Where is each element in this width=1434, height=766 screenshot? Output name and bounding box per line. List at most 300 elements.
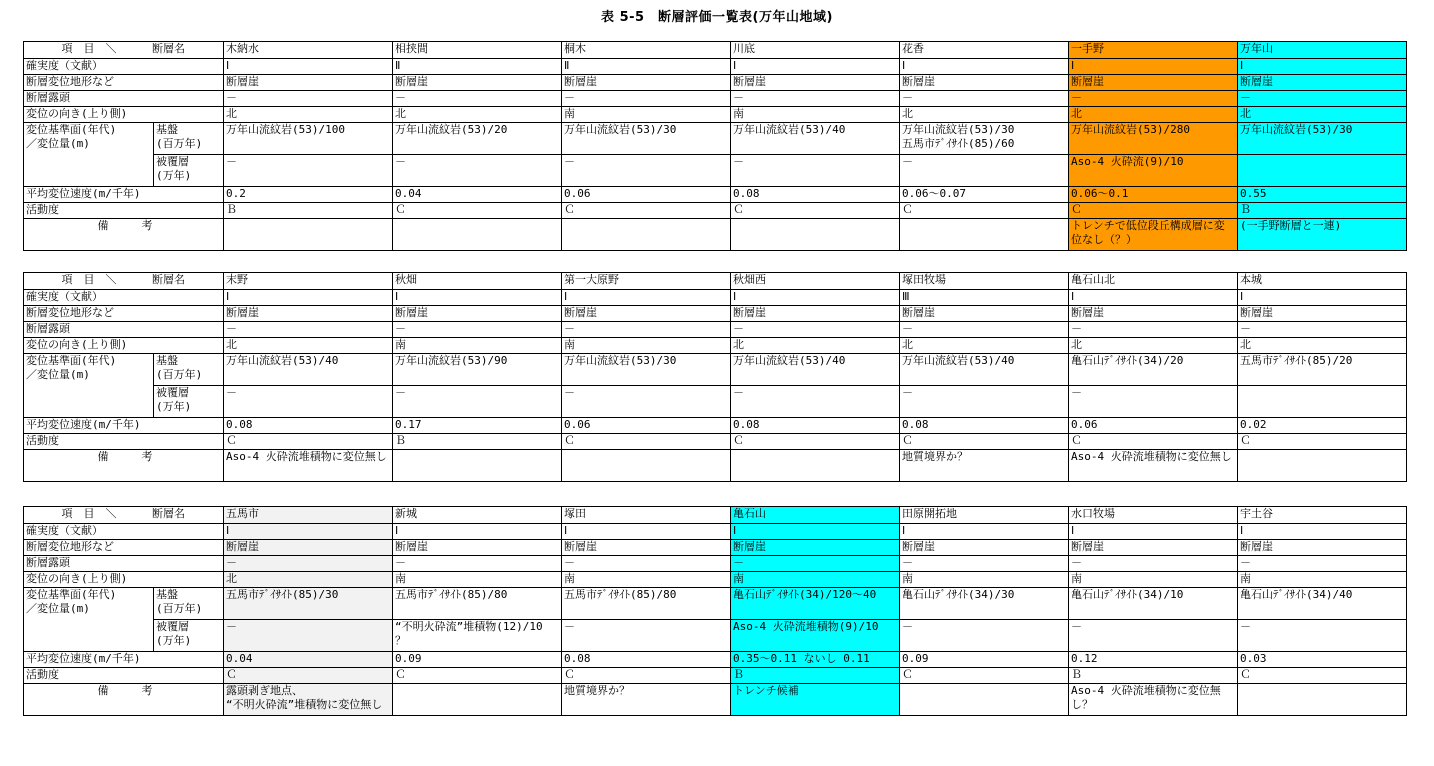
- direction-cell: 北: [224, 338, 393, 354]
- header-item-label: 項 目 ＼: [61, 273, 117, 286]
- fault-name-cell: 本城: [1238, 273, 1407, 290]
- outcrop-row: [24, 322, 1407, 338]
- fault-name-cell: 花香: [900, 42, 1069, 59]
- activity-cell: Ｃ: [1069, 434, 1238, 450]
- outcrop-cell: －: [900, 556, 1069, 572]
- certainty-cell: Ⅰ: [731, 290, 900, 306]
- basement-cell: 亀石山ﾃﾞｲｻｲﾄ(34)/40: [1238, 588, 1407, 620]
- activity-label: 活動度: [24, 434, 224, 450]
- cover-cell: －: [731, 386, 900, 418]
- cover-cell: [1238, 155, 1407, 187]
- fault-name-cell: 秋畑: [393, 273, 562, 290]
- basement-cell: 五馬市ﾃﾞｲｻｲﾄ(85)/80: [562, 588, 731, 620]
- rate-cell: 0.04: [224, 652, 393, 668]
- basement-cell: 五馬市ﾃﾞｲｻｲﾄ(85)/80: [393, 588, 562, 620]
- landform-row: [24, 540, 1407, 556]
- certainty-cell: Ⅰ: [224, 59, 393, 75]
- activity-label: 活動度: [24, 203, 224, 219]
- rate-label: 平均変位速度(m/千年): [24, 187, 224, 203]
- remarks-cell: 露頭剥ぎ地点、 “不明火砕流”堆積物に変位無し: [224, 684, 393, 716]
- landform-cell: 断層崖: [393, 540, 562, 556]
- landform-cell: 断層崖: [1238, 540, 1407, 556]
- basement-label-line1: 基盤: [156, 588, 178, 601]
- remarks-cell: [900, 684, 1069, 716]
- cover-cell: Aso-4 火砕流(9)/10: [1069, 155, 1238, 187]
- rate-label: 平均変位速度(m/千年): [24, 652, 224, 668]
- remarks-cell: [731, 219, 900, 251]
- rate-cell: 0.12: [1069, 652, 1238, 668]
- basement-label-line1: 基盤: [156, 123, 178, 136]
- outcrop-cell: －: [900, 322, 1069, 338]
- certainty-cell: Ⅱ: [562, 59, 731, 75]
- fault-name-cell: 秋畑西: [731, 273, 900, 290]
- outcrop-cell: －: [224, 91, 393, 107]
- outcrop-row: [24, 556, 1407, 572]
- rate-cell: 0.35～0.11 ないし 0.11: [731, 652, 900, 668]
- activity-cell: Ｂ: [1238, 203, 1407, 219]
- outcrop-label: 断層露頭: [24, 322, 224, 338]
- header-label-cell: [24, 273, 224, 290]
- remarks-row: [24, 684, 1407, 716]
- rate-row: [24, 187, 1407, 203]
- basement-row: [24, 354, 1407, 386]
- fault-name-cell: 万年山: [1238, 42, 1407, 59]
- remarks-row: [24, 450, 1407, 482]
- remarks-cell: [562, 219, 731, 251]
- direction-label: 変位の向き(上り側): [24, 572, 224, 588]
- cover-cell: －: [393, 155, 562, 187]
- fault-name-cell: 末野: [224, 273, 393, 290]
- cover-cell: －: [900, 386, 1069, 418]
- reference-label-line1: 変位基準面(年代): [26, 123, 117, 136]
- certainty-label: 確実度（文献）: [24, 59, 224, 75]
- header-fault-label: 断層名: [152, 273, 185, 286]
- basement-cell: 万年山流紋岩(53)/40: [731, 354, 900, 386]
- direction-cell: 北: [1069, 107, 1238, 123]
- landform-cell: 断層崖: [224, 540, 393, 556]
- reference-label: [24, 123, 154, 187]
- landform-label: 断層変位地形など: [24, 540, 224, 556]
- fault-name-cell: 一手野: [1069, 42, 1238, 59]
- remarks-cell: [393, 684, 562, 716]
- outcrop-cell: －: [900, 91, 1069, 107]
- outcrop-cell: －: [731, 91, 900, 107]
- fault-name-cell: 新城: [393, 507, 562, 524]
- basement-label-line1: 基盤: [156, 354, 178, 367]
- landform-cell: 断層崖: [900, 75, 1069, 91]
- rate-cell: 0.06～0.07: [900, 187, 1069, 203]
- activity-cell: Ｂ: [393, 434, 562, 450]
- direction-cell: 南: [900, 572, 1069, 588]
- certainty-row: [24, 524, 1407, 540]
- rate-cell: 0.06: [562, 187, 731, 203]
- reference-label-line2: ／変位量(m): [26, 368, 90, 381]
- fault-name-cell: 宇土谷: [1238, 507, 1407, 524]
- outcrop-cell: －: [393, 322, 562, 338]
- basement-cell: 万年山流紋岩(53)/20: [393, 123, 562, 155]
- outcrop-cell: －: [1069, 322, 1238, 338]
- basement-cell: 万年山流紋岩(53)/40: [731, 123, 900, 155]
- rate-cell: 0.06～0.1: [1069, 187, 1238, 203]
- cover-cell: －: [900, 620, 1069, 652]
- direction-cell: 南: [393, 338, 562, 354]
- rate-cell: 0.02: [1238, 418, 1407, 434]
- header-row: [24, 273, 1407, 290]
- cover-cell: Aso-4 火砕流堆積物(9)/10: [731, 620, 900, 652]
- basement-cell: 万年山流紋岩(53)/30: [1238, 123, 1407, 155]
- remarks-label-cell: [24, 684, 224, 716]
- certainty-cell: Ⅰ: [1238, 290, 1407, 306]
- reference-label: [24, 354, 154, 418]
- direction-cell: 南: [562, 107, 731, 123]
- certainty-label: 確実度（文献）: [24, 290, 224, 306]
- header-fault-label: 断層名: [152, 507, 185, 520]
- landform-cell: 断層崖: [562, 540, 731, 556]
- remarks-cell: (一手野断層と一連): [1238, 219, 1407, 251]
- cover-row: [24, 155, 1407, 187]
- direction-cell: 南: [731, 107, 900, 123]
- fault-name-cell: 第一大原野: [562, 273, 731, 290]
- remarks-cell: [393, 219, 562, 251]
- remarks-row: [24, 219, 1407, 251]
- cover-cell: “不明火砕流”堆積物(12)/10 ？: [393, 620, 562, 652]
- basement-cell: 万年山流紋岩(53)/30: [562, 354, 731, 386]
- cover-cell: [1238, 386, 1407, 418]
- rate-cell: 0.04: [393, 187, 562, 203]
- reference-label-line2: ／変位量(m): [26, 602, 90, 615]
- remarks-cell: トレンチ候補: [731, 684, 900, 716]
- direction-cell: 北: [224, 572, 393, 588]
- landform-cell: 断層崖: [224, 306, 393, 322]
- remarks-cell: Aso-4 火砕流堆積物に変位無し: [1069, 450, 1238, 482]
- direction-cell: 北: [900, 107, 1069, 123]
- activity-cell: Ｃ: [900, 203, 1069, 219]
- header-row: [24, 507, 1407, 524]
- cover-cell: －: [1238, 620, 1407, 652]
- landform-cell: 断層崖: [900, 306, 1069, 322]
- header-fault-label: 断層名: [152, 42, 185, 55]
- rate-cell: 0.08: [224, 418, 393, 434]
- cover-cell: －: [1069, 386, 1238, 418]
- direction-row: [24, 338, 1407, 354]
- certainty-cell: Ⅰ: [731, 59, 900, 75]
- landform-cell: 断層崖: [1069, 75, 1238, 91]
- rate-row: [24, 418, 1407, 434]
- certainty-cell: Ⅱ: [393, 59, 562, 75]
- basement-row: [24, 123, 1407, 155]
- cover-label: [154, 155, 224, 187]
- activity-cell: Ｃ: [562, 203, 731, 219]
- basement-cell: 万年山流紋岩(53)/90: [393, 354, 562, 386]
- activity-cell: Ｃ: [900, 434, 1069, 450]
- rate-cell: 0.08: [731, 187, 900, 203]
- direction-label: 変位の向き(上り側): [24, 107, 224, 123]
- reference-label-line1: 変位基準面(年代): [26, 354, 117, 367]
- direction-cell: 北: [1238, 107, 1407, 123]
- certainty-cell: Ⅰ: [393, 524, 562, 540]
- certainty-cell: Ⅰ: [562, 524, 731, 540]
- rate-cell: 0.06: [1069, 418, 1238, 434]
- cover-label: [154, 386, 224, 418]
- rate-row: [24, 652, 1407, 668]
- rate-cell: 0.2: [224, 187, 393, 203]
- outcrop-cell: －: [393, 556, 562, 572]
- direction-cell: 北: [224, 107, 393, 123]
- rate-cell: 0.08: [562, 652, 731, 668]
- landform-cell: 断層崖: [562, 75, 731, 91]
- direction-cell: 南: [1238, 572, 1407, 588]
- fault-evaluation-table-2: [23, 272, 1407, 482]
- cover-label-line1: 被覆層: [156, 386, 189, 399]
- fault-name-cell: 相挟間: [393, 42, 562, 59]
- certainty-cell: Ⅰ: [731, 524, 900, 540]
- landform-cell: 断層崖: [393, 75, 562, 91]
- remarks-cell: [900, 219, 1069, 251]
- outcrop-cell: －: [1238, 556, 1407, 572]
- certainty-cell: Ⅰ: [224, 290, 393, 306]
- direction-cell: 北: [731, 338, 900, 354]
- reference-label-line2: ／変位量(m): [26, 137, 90, 150]
- cover-cell: －: [562, 620, 731, 652]
- activity-row: [24, 203, 1407, 219]
- document-title: 表 5-5 断層評価一覧表(万年山地域): [601, 10, 833, 25]
- outcrop-cell: －: [1238, 322, 1407, 338]
- outcrop-cell: －: [1069, 556, 1238, 572]
- rate-cell: 0.08: [900, 418, 1069, 434]
- outcrop-cell: －: [224, 322, 393, 338]
- cover-label-line2: (万年): [156, 634, 192, 647]
- rate-cell: 0.17: [393, 418, 562, 434]
- landform-cell: 断層崖: [1238, 306, 1407, 322]
- outcrop-cell: －: [224, 556, 393, 572]
- cover-row: [24, 620, 1407, 652]
- basement-row: [24, 588, 1407, 620]
- certainty-cell: Ⅰ: [393, 290, 562, 306]
- outcrop-cell: －: [1238, 91, 1407, 107]
- certainty-cell: Ⅰ: [900, 524, 1069, 540]
- fault-evaluation-table-1: [23, 41, 1407, 251]
- header-label-cell: [24, 507, 224, 524]
- activity-cell: Ｃ: [393, 668, 562, 684]
- outcrop-label: 断層露頭: [24, 556, 224, 572]
- outcrop-row: [24, 91, 1407, 107]
- basement-cell: 五馬市ﾃﾞｲｻｲﾄ(85)/30: [224, 588, 393, 620]
- cover-cell: －: [393, 386, 562, 418]
- activity-cell: Ｃ: [1069, 203, 1238, 219]
- activity-cell: Ｃ: [1238, 668, 1407, 684]
- fault-name-cell: 木納水: [224, 42, 393, 59]
- cover-row: [24, 386, 1407, 418]
- header-item-label: 項 目 ＼: [61, 507, 117, 520]
- fault-name-cell: 塚田牧場: [900, 273, 1069, 290]
- remarks-cell: [224, 219, 393, 251]
- direction-row: [24, 572, 1407, 588]
- outcrop-cell: －: [562, 322, 731, 338]
- cover-label-line1: 被覆層: [156, 620, 189, 633]
- cover-cell: －: [224, 386, 393, 418]
- landform-row: [24, 75, 1407, 91]
- certainty-cell: Ⅰ: [1238, 524, 1407, 540]
- remarks-cell: [562, 450, 731, 482]
- certainty-row: [24, 59, 1407, 75]
- certainty-row: [24, 290, 1407, 306]
- remarks-cell: トレンチで低位段丘構成層に変位なし（？）: [1069, 219, 1238, 251]
- certainty-cell: Ⅰ: [900, 59, 1069, 75]
- direction-cell: 南: [731, 572, 900, 588]
- landform-cell: 断層崖: [731, 540, 900, 556]
- remarks-cell: [1238, 450, 1407, 482]
- basement-label-line2: (百万年): [156, 368, 203, 381]
- remarks-cell: [393, 450, 562, 482]
- remarks-label: 備 考: [97, 450, 153, 463]
- direction-cell: 北: [1238, 338, 1407, 354]
- basement-label: [154, 588, 224, 620]
- certainty-cell: Ⅰ: [224, 524, 393, 540]
- certainty-cell: Ⅰ: [1069, 59, 1238, 75]
- direction-cell: 北: [1069, 338, 1238, 354]
- cover-cell: －: [224, 620, 393, 652]
- outcrop-cell: －: [393, 91, 562, 107]
- remarks-label-cell: [24, 450, 224, 482]
- fault-name-cell: 亀石山: [731, 507, 900, 524]
- landform-cell: 断層崖: [393, 306, 562, 322]
- fault-evaluation-table-3: [23, 506, 1407, 716]
- cover-cell: －: [1069, 620, 1238, 652]
- cover-cell: －: [224, 155, 393, 187]
- cover-cell: －: [562, 386, 731, 418]
- remarks-cell: Aso-4 火砕流堆積物に変位無し？: [1069, 684, 1238, 716]
- direction-cell: 南: [1069, 572, 1238, 588]
- cover-cell: －: [900, 155, 1069, 187]
- fault-name-cell: 川底: [731, 42, 900, 59]
- outcrop-cell: －: [731, 322, 900, 338]
- certainty-cell: Ⅰ: [562, 290, 731, 306]
- basement-cell: 万年山流紋岩(53)/30: [562, 123, 731, 155]
- activity-label: 活動度: [24, 668, 224, 684]
- header-label-cell: [24, 42, 224, 59]
- cover-label-line2: (万年): [156, 400, 192, 413]
- rate-label: 平均変位速度(m/千年): [24, 418, 224, 434]
- activity-cell: Ｃ: [731, 434, 900, 450]
- landform-cell: 断層崖: [731, 306, 900, 322]
- activity-cell: Ｃ: [393, 203, 562, 219]
- direction-cell: 南: [562, 338, 731, 354]
- basement-label-line2: (百万年): [156, 137, 203, 150]
- outcrop-cell: －: [562, 556, 731, 572]
- landform-cell: 断層崖: [900, 540, 1069, 556]
- rate-cell: 0.09: [900, 652, 1069, 668]
- fault-name-cell: 水口牧場: [1069, 507, 1238, 524]
- basement-label: [154, 123, 224, 155]
- basement-cell: 亀石山ﾃﾞｲｻｲﾄ(34)/30: [900, 588, 1069, 620]
- outcrop-label: 断層露頭: [24, 91, 224, 107]
- direction-cell: 南: [393, 572, 562, 588]
- basement-cell: 万年山流紋岩(53)/40: [900, 354, 1069, 386]
- landform-label: 断層変位地形など: [24, 75, 224, 91]
- activity-cell: Ｃ: [224, 434, 393, 450]
- activity-row: [24, 434, 1407, 450]
- fault-name-cell: 亀石山北: [1069, 273, 1238, 290]
- outcrop-cell: －: [1069, 91, 1238, 107]
- landform-cell: 断層崖: [1069, 540, 1238, 556]
- remarks-label: 備 考: [97, 219, 153, 232]
- remarks-cell: [731, 450, 900, 482]
- fault-name-cell: 塚田: [562, 507, 731, 524]
- cover-cell: －: [731, 155, 900, 187]
- reference-label: [24, 588, 154, 652]
- fault-name-cell: 五馬市: [224, 507, 393, 524]
- landform-cell: 断層崖: [731, 75, 900, 91]
- cover-cell: －: [562, 155, 731, 187]
- landform-cell: 断層崖: [224, 75, 393, 91]
- landform-cell: 断層崖: [1069, 306, 1238, 322]
- remarks-cell: 地質境界か？: [900, 450, 1069, 482]
- basement-label-line2: (百万年): [156, 602, 203, 615]
- header-row: [24, 42, 1407, 59]
- activity-cell: Ｃ: [562, 434, 731, 450]
- activity-cell: Ｃ: [562, 668, 731, 684]
- activity-cell: Ｃ: [224, 668, 393, 684]
- activity-cell: Ｃ: [731, 203, 900, 219]
- activity-cell: Ｂ: [731, 668, 900, 684]
- activity-cell: Ｂ: [224, 203, 393, 219]
- basement-label: [154, 354, 224, 386]
- reference-label-line1: 変位基準面(年代): [26, 588, 117, 601]
- basement-cell: 万年山流紋岩(53)/30 五馬市ﾃﾞｲｻｲﾄ(85)/60: [900, 123, 1069, 155]
- rate-cell: 0.55: [1238, 187, 1407, 203]
- certainty-cell: Ⅲ: [900, 290, 1069, 306]
- certainty-label: 確実度（文献）: [24, 524, 224, 540]
- outcrop-cell: －: [562, 91, 731, 107]
- rate-cell: 0.09: [393, 652, 562, 668]
- direction-cell: 北: [393, 107, 562, 123]
- basement-cell: 五馬市ﾃﾞｲｻｲﾄ(85)/20: [1238, 354, 1407, 386]
- fault-name-cell: 田原開拓地: [900, 507, 1069, 524]
- remarks-cell: 地質境界か？: [562, 684, 731, 716]
- direction-cell: 南: [562, 572, 731, 588]
- activity-row: [24, 668, 1407, 684]
- basement-cell: 亀石山ﾃﾞｲｻｲﾄ(34)/120～40: [731, 588, 900, 620]
- activity-cell: Ｃ: [1238, 434, 1407, 450]
- direction-cell: 北: [900, 338, 1069, 354]
- basement-cell: 万年山流紋岩(53)/40: [224, 354, 393, 386]
- landform-cell: 断層崖: [562, 306, 731, 322]
- landform-label: 断層変位地形など: [24, 306, 224, 322]
- certainty-cell: Ⅰ: [1238, 59, 1407, 75]
- rate-cell: 0.08: [731, 418, 900, 434]
- outcrop-cell: －: [731, 556, 900, 572]
- landform-row: [24, 306, 1407, 322]
- basement-cell: 亀石山ﾃﾞｲｻｲﾄ(34)/20: [1069, 354, 1238, 386]
- cover-label-line2: (万年): [156, 169, 192, 182]
- fault-name-cell: 桐木: [562, 42, 731, 59]
- landform-cell: 断層崖: [1238, 75, 1407, 91]
- remarks-label: 備 考: [97, 684, 153, 697]
- rate-cell: 0.06: [562, 418, 731, 434]
- basement-cell: 万年山流紋岩(53)/280: [1069, 123, 1238, 155]
- certainty-cell: Ⅰ: [1069, 524, 1238, 540]
- activity-cell: Ｂ: [1069, 668, 1238, 684]
- remarks-cell: [1238, 684, 1407, 716]
- remarks-cell: Aso-4 火砕流堆積物に変位無し: [224, 450, 393, 482]
- header-item-label: 項 目 ＼: [61, 42, 117, 55]
- direction-row: [24, 107, 1407, 123]
- cover-label: [154, 620, 224, 652]
- cover-label-line1: 被覆層: [156, 155, 189, 168]
- direction-label: 変位の向き(上り側): [24, 338, 224, 354]
- basement-cell: 亀石山ﾃﾞｲｻｲﾄ(34)/10: [1069, 588, 1238, 620]
- certainty-cell: Ⅰ: [1069, 290, 1238, 306]
